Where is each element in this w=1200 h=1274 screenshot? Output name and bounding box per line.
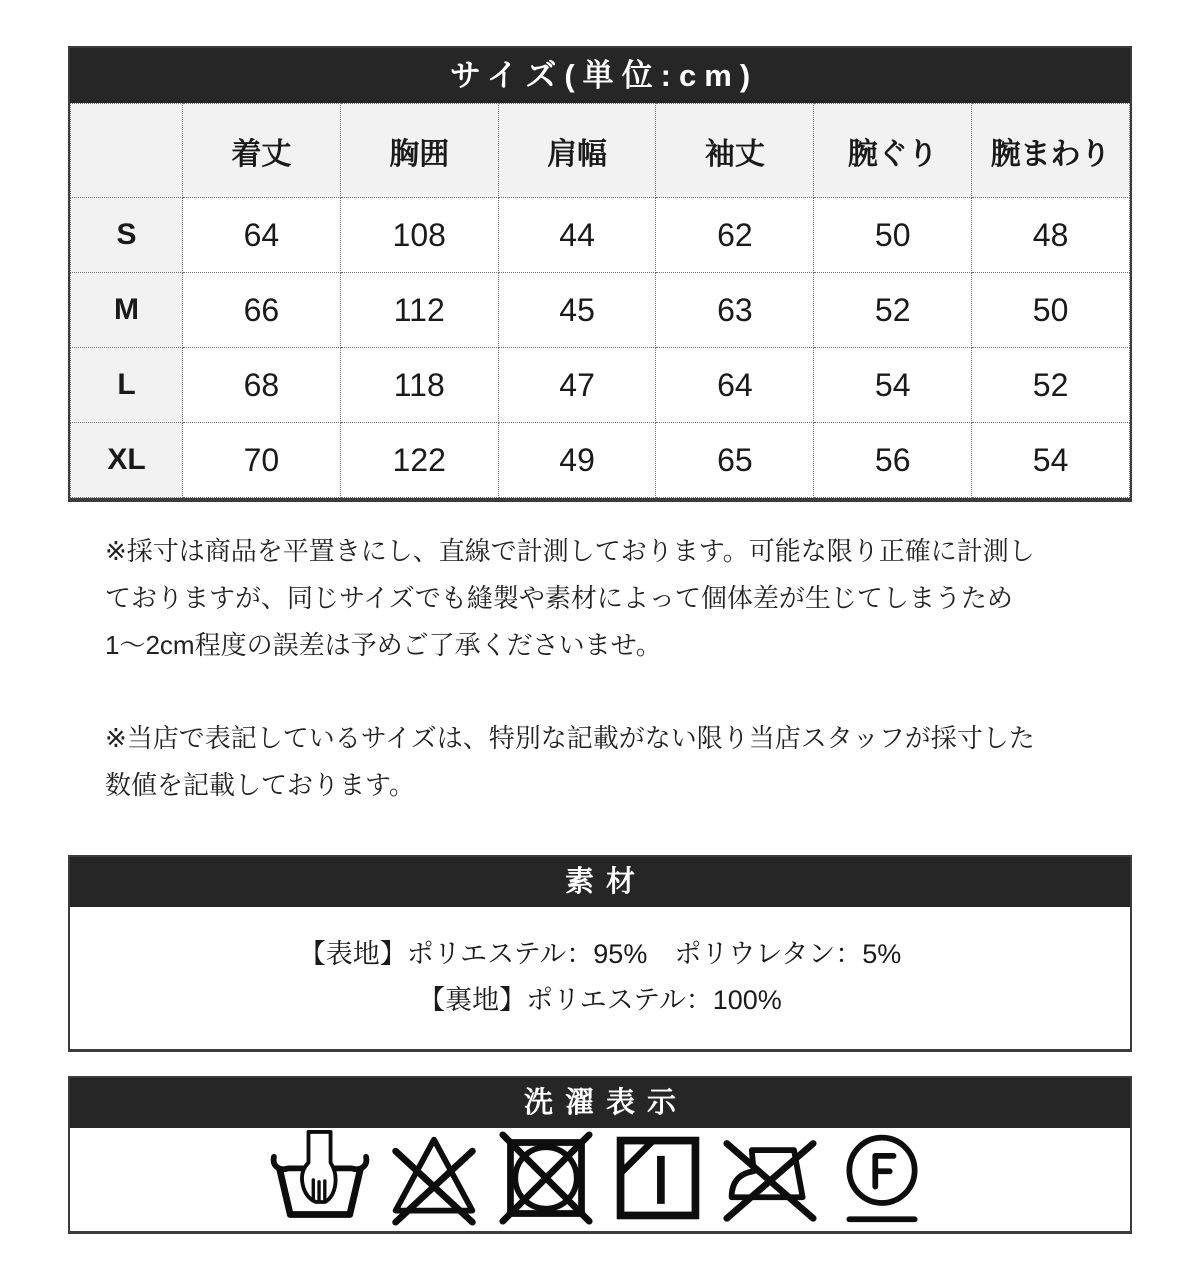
laundry-title: 洗濯表示	[70, 1078, 1130, 1128]
size-chart-section	[68, 46, 1132, 502]
measurement-cell: 63	[656, 273, 814, 348]
size-table	[70, 103, 1130, 498]
shade-hang-dry-icon	[610, 1130, 706, 1226]
do-not-bleach-icon	[386, 1130, 482, 1226]
laundry-section	[68, 1076, 1132, 1234]
material-content	[70, 907, 1130, 1049]
measurement-cell: 56	[814, 423, 972, 498]
size-label: M	[71, 273, 183, 348]
measurement-cell: 48	[972, 198, 1130, 273]
measurement-cell: 52	[814, 273, 972, 348]
material-outer-fabric: 【表地】ポリエステル：95% ポリウレタン：5%	[298, 939, 902, 969]
measurement-cell: 118	[340, 348, 498, 423]
size-label: S	[71, 198, 183, 273]
measurement-cell: 54	[814, 348, 972, 423]
measurement-cell: 112	[340, 273, 498, 348]
measurement-cell: 66	[183, 273, 341, 348]
measurement-cell: 50	[814, 198, 972, 273]
measurement-cell: 64	[183, 198, 341, 273]
size-table-header-row	[71, 104, 1130, 198]
measurement-notes	[105, 528, 1132, 809]
size-label: L	[71, 348, 183, 423]
measurement-cell: 68	[183, 348, 341, 423]
measurement-cell: 49	[498, 423, 656, 498]
column-header-arm-circumference: 腕まわり	[972, 104, 1130, 198]
measurement-cell: 44	[498, 198, 656, 273]
corner-cell	[71, 104, 183, 198]
measurement-cell: 50	[972, 273, 1130, 348]
size-row-s	[71, 198, 1130, 273]
measurement-cell: 47	[498, 348, 656, 423]
size-row-xl	[71, 423, 1130, 498]
do-not-tumble-dry-icon	[498, 1130, 594, 1226]
size-label: XL	[71, 423, 183, 498]
size-row-l	[71, 348, 1130, 423]
measurement-cell: 108	[340, 198, 498, 273]
measurement-cell: 52	[972, 348, 1130, 423]
measurement-cell: 122	[340, 423, 498, 498]
size-row-m	[71, 273, 1130, 348]
gentle-dry-clean-f-icon	[834, 1130, 930, 1226]
material-section	[68, 855, 1132, 1052]
measurement-cell: 45	[498, 273, 656, 348]
size-chart-title: サイズ(単位:cm)	[70, 48, 1130, 103]
note-staff-measured: ※当店で表記しているサイズは、特別な記載がない限り当店スタッフが採寸した 数値を記載しております。	[105, 723, 1035, 800]
column-header-chest: 胸囲	[340, 104, 498, 198]
column-header-shoulder-width: 肩幅	[498, 104, 656, 198]
hand-wash-icon	[270, 1130, 370, 1226]
column-header-sleeve-length: 袖丈	[656, 104, 814, 198]
column-header-body-length: 着丈	[183, 104, 341, 198]
measurement-cell: 70	[183, 423, 341, 498]
material-title: 素材	[70, 857, 1130, 907]
material-lining: 【裏地】ポリエステル：100%	[418, 985, 782, 1015]
note-measurement-tolerance: ※採寸は商品を平置きにし、直線で計測しております。可能な限り正確に計測し ておりますが、同じサイズでも縫製や素材によって個体差が生じてしまうため 1〜2cm程度の誤差は予めご了承くださいませ。	[105, 536, 1035, 660]
measurement-cell: 64	[656, 348, 814, 423]
laundry-symbols-row	[70, 1128, 1130, 1231]
column-header-armhole: 腕ぐり	[814, 104, 972, 198]
do-not-iron-icon	[722, 1130, 818, 1226]
measurement-cell: 54	[972, 423, 1130, 498]
measurement-cell: 65	[656, 423, 814, 498]
measurement-cell: 62	[656, 198, 814, 273]
